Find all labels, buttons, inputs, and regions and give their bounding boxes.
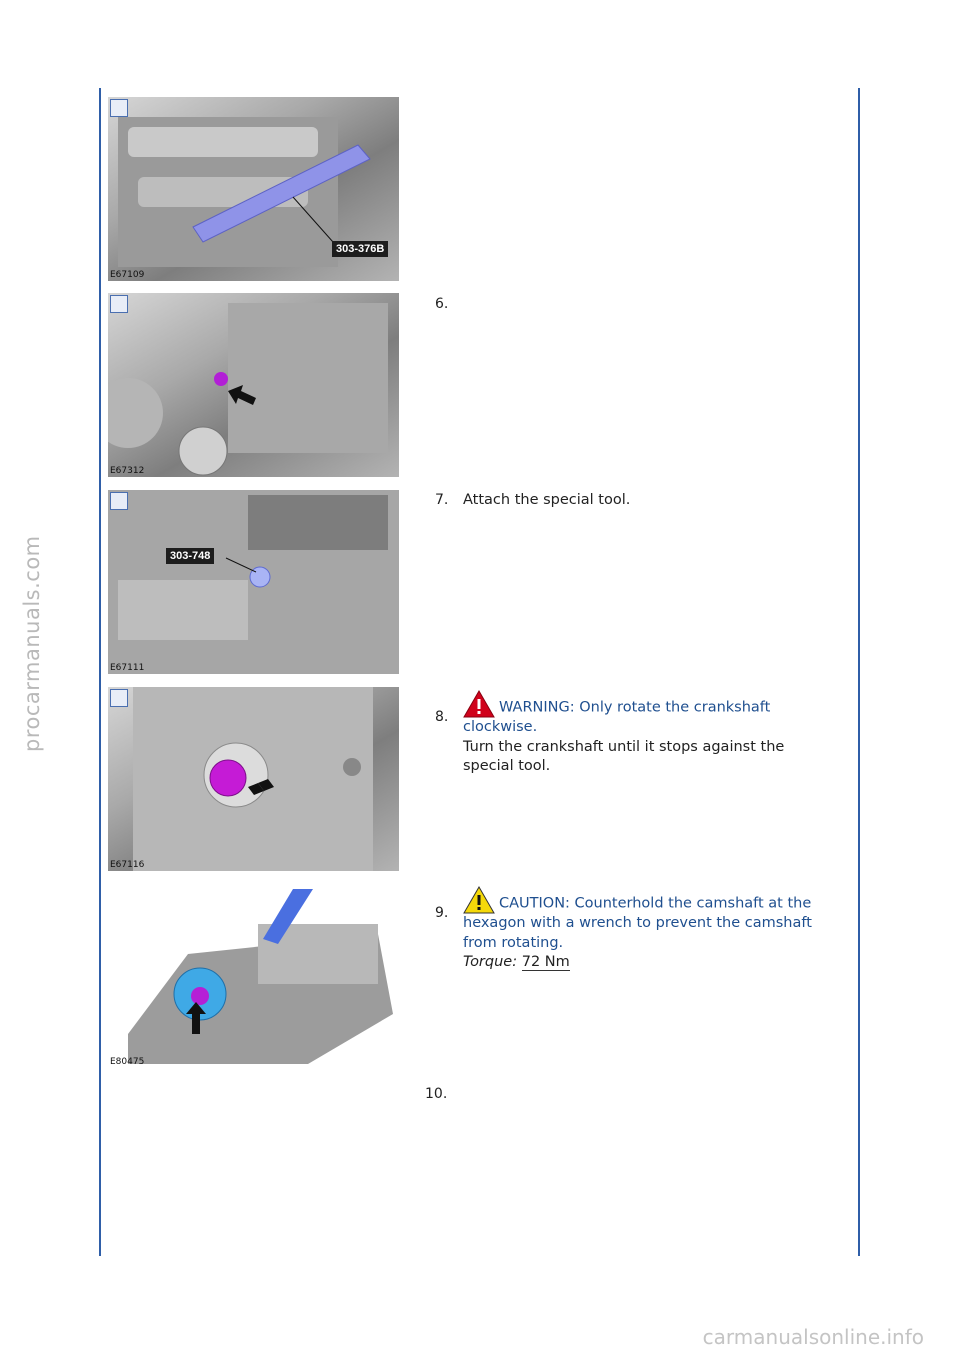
torque-value[interactable]: 72 Nm — [521, 954, 570, 970]
figure-camshaft-alignment-tool — [108, 97, 399, 281]
figure-code: E67312 — [110, 466, 145, 476]
figure-crankshaft-rotation — [108, 687, 399, 871]
step-number: 8. — [435, 709, 449, 725]
figure-special-tool — [108, 490, 399, 674]
caution-text: CAUTION: Counterhold the camshaft at the hexagon with a wrench to prevent the camshaft from rotating. — [463, 895, 812, 951]
figure-code: E67109 — [110, 270, 145, 280]
bottom-watermark: carmanualsonline.info — [702, 1325, 924, 1349]
step-number: 7. — [435, 492, 449, 508]
step-number: 10. — [425, 1086, 448, 1102]
tool-label: 303-748 — [166, 548, 214, 564]
step-number: 6. — [435, 296, 449, 312]
zoom-icon[interactable] — [110, 295, 128, 313]
step-8-body — [463, 690, 833, 777]
zoom-icon[interactable] — [110, 99, 128, 117]
engine-illustration — [108, 687, 399, 871]
step-text: Turn the crankshaft until it stops against the special tool. — [463, 738, 785, 774]
figure-code: E67111 — [110, 663, 145, 673]
tool-label: 303-376B — [332, 241, 388, 257]
step-9-body — [463, 886, 833, 973]
torque-label: Torque: — [463, 954, 518, 970]
zoom-icon[interactable] — [110, 689, 128, 707]
figure-plug-location — [108, 293, 399, 477]
right-frame-line — [858, 88, 860, 1256]
zoom-icon[interactable] — [110, 492, 128, 510]
figure-camshaft-counterhold — [108, 884, 399, 1068]
warning-text: WARNING: Only rotate the crankshaft clockwise. — [463, 699, 771, 735]
caution-icon — [463, 886, 495, 914]
step-text: Attach the special tool. — [463, 492, 631, 508]
warning-icon — [463, 690, 495, 718]
torque-spec — [463, 953, 833, 973]
step-number: 9. — [435, 905, 449, 921]
side-watermark: procarmanuals.com — [20, 535, 44, 752]
engine-illustration — [108, 293, 399, 477]
figure-code: E80475 — [110, 1057, 145, 1067]
engine-illustration — [108, 490, 399, 674]
left-frame-line — [99, 88, 101, 1256]
figure-code: E67116 — [110, 860, 145, 870]
engine-illustration — [108, 884, 399, 1068]
